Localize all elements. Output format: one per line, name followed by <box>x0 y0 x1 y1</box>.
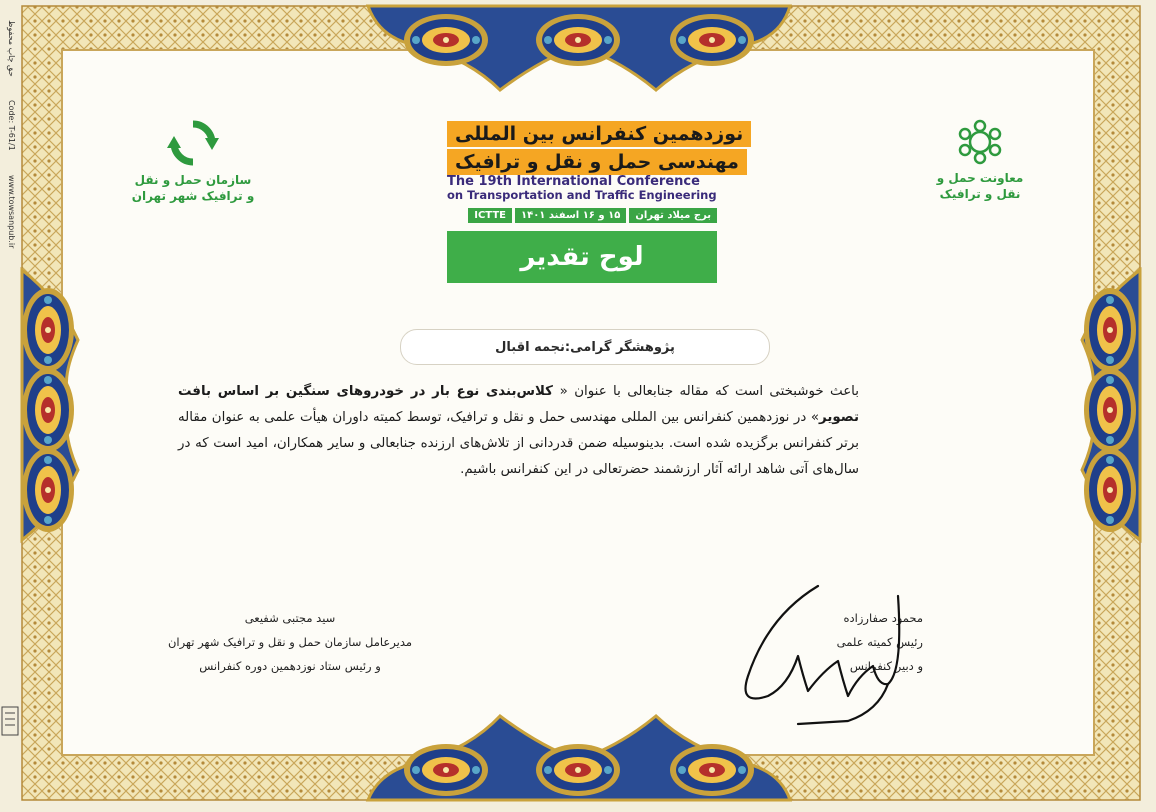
conference-title-en-1: The 19th International Conference <box>447 174 700 189</box>
conference-title-en-2: on Transportation and Traffic Engineering <box>447 188 717 202</box>
publisher-url: www.towsanpub.ir <box>7 175 16 249</box>
left-signatory-name: سید مجتبی شفیعی <box>244 611 336 625</box>
right-signatory-title-2: و دبیر کنفرانس <box>849 659 923 673</box>
right-signatory-name: محمود صفارزاده <box>843 611 923 625</box>
conference-title-fa-2: مهندسی حمل و نقل و ترافیک <box>447 149 747 175</box>
certificate-title: لوح تقدیر <box>447 231 717 283</box>
recipient-box <box>400 329 770 365</box>
certificate-body <box>178 379 859 483</box>
left-logo-caption-1: سازمان حمل و نقل <box>134 173 252 187</box>
copyright-note: حق چاپ محفوظ <box>7 20 16 77</box>
right-signatory-title-1: رئیس کمیته علمی <box>836 635 923 649</box>
body-rest: » در نوزدهمین کنفرانس بین المللی مهندسی حمل و نقل و ترافیک، توسط کمیته داوران هیأت علمی به عنوان مقاله برتر کنفرانس برگزیده شده است. بدینوسیله ضمن قدردانی از تلاش‌های ارزنده جنابعالی و سایر همکاران، امید است که در سال‌های آتی شاهد ارائه آثار ارزشمند حضرتعالی در این کنفرانس باشیم. <box>178 410 859 477</box>
tehran-transport-org-logo <box>128 118 258 204</box>
print-stamp-icon <box>0 705 20 737</box>
tehran-municipality-emblem-icon <box>955 118 1005 166</box>
left-signatory-title-2: و رئیس ستاد نوزدهمین دوره کنفرانس <box>199 659 381 673</box>
conference-acronym: ICTTE <box>468 208 512 223</box>
deputy-transport-logo <box>925 118 1035 202</box>
recipient-label: پژوهشگر گرامی: <box>564 339 675 355</box>
conference-info-strip <box>447 208 717 223</box>
conference-banner <box>447 121 744 223</box>
recycle-arrows-icon <box>163 118 223 168</box>
body-intro: باعث خوشبختی است که مقاله جنابعالی با عنوان « <box>559 384 859 399</box>
left-signatory-title-1: مدیرعامل سازمان حمل و نقل و ترافیک شهر تهران <box>167 635 413 649</box>
right-logo-caption-1: معاونت حمل و <box>936 171 1024 185</box>
conference-dates: ۱۵ و ۱۶ اسفند ۱۴۰۱ <box>515 208 626 223</box>
print-code: Code: T-61/1 <box>7 100 16 151</box>
left-signatory <box>140 606 440 678</box>
recipient-name: نجمه اقبال <box>495 339 565 355</box>
left-logo-caption-2: و ترافیک شهر تهران <box>131 189 255 203</box>
paper-title: کلاس‌بندی نوع بار در خودروهای سنگین بر اساس بافت تصویر <box>178 384 859 425</box>
handwritten-signature <box>728 576 928 736</box>
right-logo-caption-2: نقل و ترافیک <box>939 187 1021 201</box>
conference-venue: برج میلاد تهران <box>629 208 717 223</box>
conference-title-fa-1: نوزدهمین کنفرانس بین المللی <box>447 121 751 147</box>
